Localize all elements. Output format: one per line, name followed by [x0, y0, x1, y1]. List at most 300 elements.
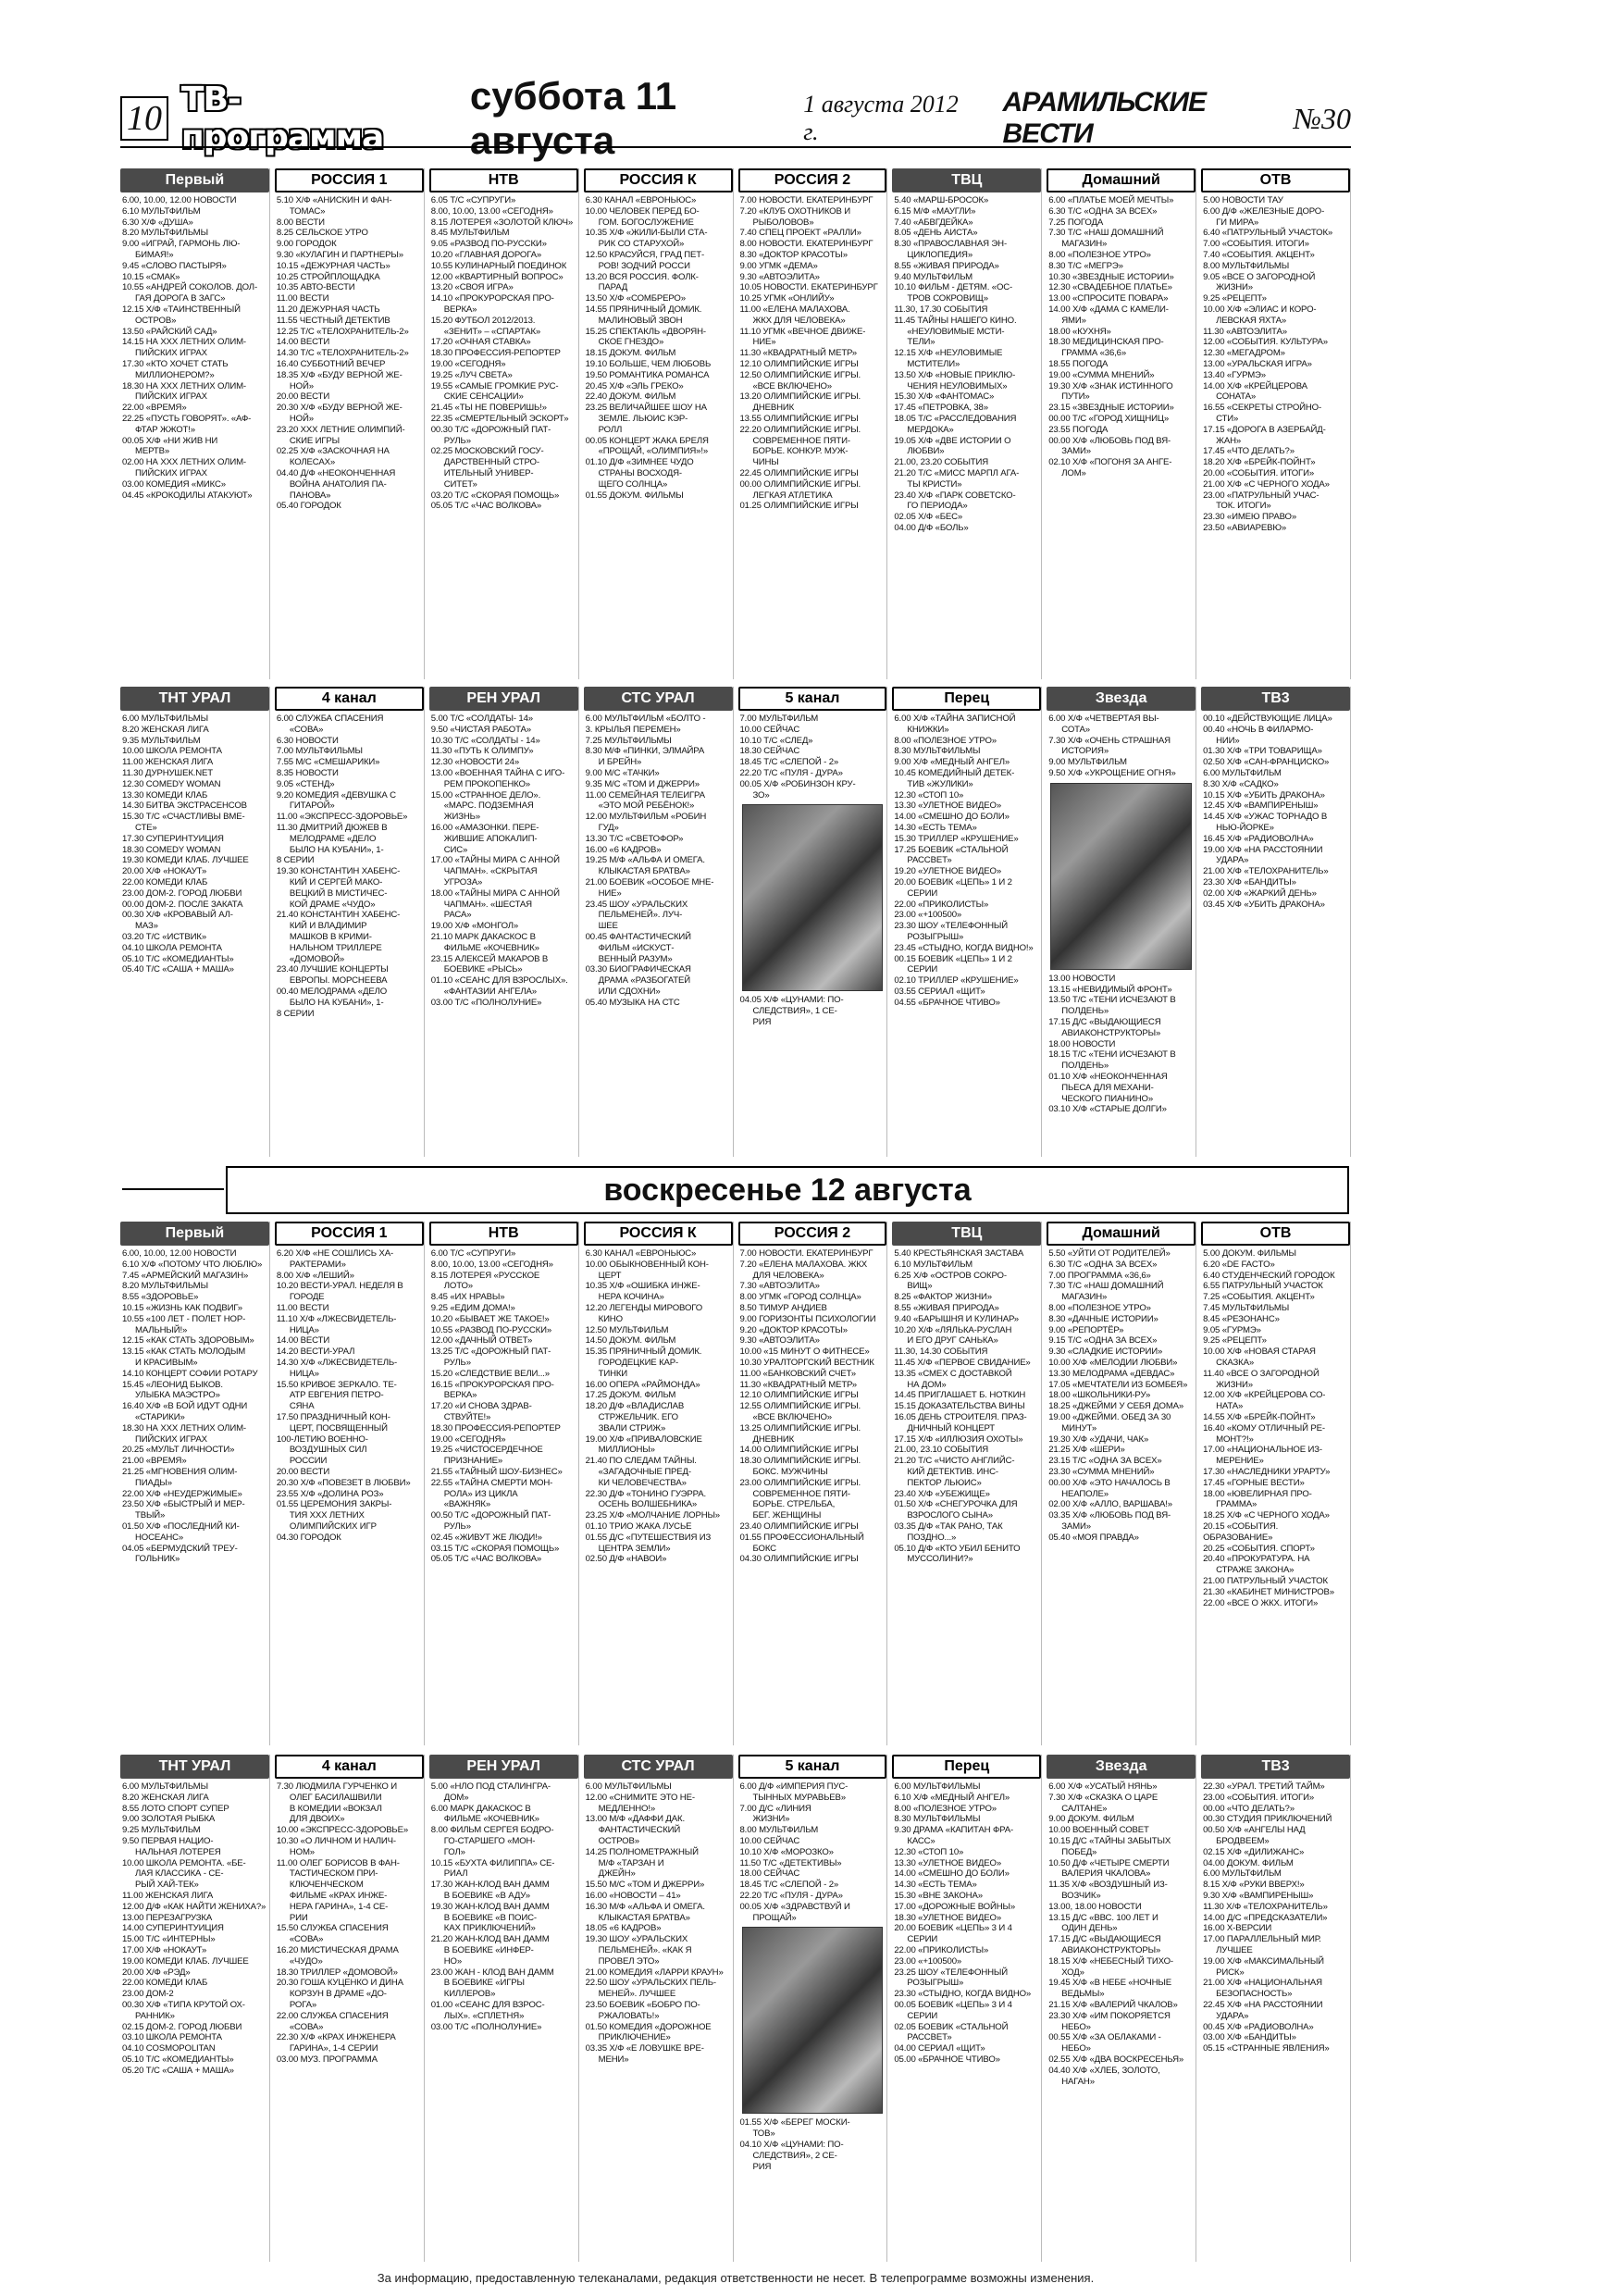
program-line: СТРАНЫ ВОСХОДЯ- — [598, 467, 682, 478]
program-line: 16.55 «СЕКРЕТЫ СТРОЙНО- — [1203, 403, 1322, 414]
program-line: 8.55 «ЖИВАЯ ПРИРОДА» — [894, 1302, 999, 1313]
program-line: 8.45 «ИХ НРАВЫ» — [430, 1292, 505, 1303]
program-line: 8 СЕРИИ — [276, 1008, 315, 1019]
program-line: 7.40 СПЕЦ ПРОЕКТ «РАЛЛИ» — [739, 228, 861, 239]
program-line: РОЗЫГРЫШ» — [907, 1978, 964, 1989]
program-line: 20.30 ГОША КУЦЕНКО И ДИНА — [276, 1978, 403, 1989]
program-line: ОЛИМПИЙСКИХ ИГР — [289, 1520, 377, 1532]
program-line: 8.30 МУЛЬТФИЛЬМЫ — [894, 1814, 981, 1825]
program-list — [738, 1248, 887, 1565]
program-line: 13.15 Д/С «ВВС. 100 ЛЕТ И — [1048, 1912, 1158, 1923]
program-line: 14.10 «ПРОКУРОРСКАЯ ПРО- — [430, 293, 554, 304]
program-line: 21.30 «КАБИНЕТ МИНИСТРОВ» — [1203, 1586, 1334, 1597]
program-line: 22.20 Т/С «ПУЛЯ - ДУРА» — [739, 767, 843, 778]
program-line: ТРОВ СОКРОВИЩ» — [907, 293, 988, 304]
program-list — [1201, 1781, 1350, 2054]
program-line: НОЙ» — [289, 413, 314, 424]
channel-column — [1201, 1222, 1351, 1745]
program-line: 12.00 Х/Ф «КРЕЙЦЕРОВА СО- — [1203, 1390, 1326, 1401]
program-line: РАСА» — [443, 910, 472, 921]
program-line: «СТАРИКИ» — [135, 1411, 185, 1422]
program-line: 9.05 «СТЕНД» — [276, 778, 335, 789]
program-list — [738, 195, 887, 512]
program-line: 23.50 Х/Ф «БЫСТРЫЙ И МЕР- — [122, 1499, 245, 1510]
program-line: 8.00 ФИЛЬМ СЕРГЕЯ БОДРО- — [430, 1825, 554, 1836]
program-line: 10.20 Х/Ф «ЛЯЛЬКА-РУСЛАН — [894, 1324, 1012, 1335]
program-line: 14.10 КОНЦЕРТ СОФИИ РОТАРУ — [122, 1368, 258, 1379]
program-line: 14.20 ВЕСТИ-УРАЛ — [276, 1347, 355, 1358]
program-line: 14.30 Х/Ф «ЛЖЕСВИДЕТЕЛЬ- — [276, 1357, 398, 1368]
program-line: 22.00 «ПРИКОЛИСТЫ» — [894, 1944, 989, 1955]
program-line: НЬЮ-ЙОРКЕ» — [1216, 822, 1274, 833]
program-line: 21.20 Т/С «МИСС МАРПЛ АГА- — [894, 467, 1020, 478]
channel-column — [1201, 687, 1351, 1157]
program-line: РИЯ — [752, 1016, 772, 1027]
program-list — [738, 1781, 887, 2172]
program-line: КОРЗУН В ДРАМЕ «ДО- — [289, 1989, 387, 2000]
program-line: ТОМАС» — [289, 205, 326, 217]
program-line: ВЗРОСЛОГО СЫНА» — [907, 1510, 993, 1521]
program-line: 8.00, 10.00, 13.00 «СЕГОДНЯ» — [430, 205, 553, 217]
program-line: 9.30 ДРАМА «КАПИТАН ФРА- — [894, 1825, 1014, 1836]
program-line: 10.55 «РАЗВОД ПО-РУССКИ» — [430, 1324, 552, 1335]
channel-logo: ОТВ — [1201, 168, 1350, 192]
program-line: 03.45 Х/Ф «УБИТЬ ДРАКОНА» — [1203, 899, 1325, 910]
program-line: 22.30 Д/Ф «ТОНИНО ГУЭРРА. — [585, 1488, 706, 1499]
program-list — [275, 195, 424, 512]
program-line: 10.20 «БЫВАЕТ ЖЕ ТАКОЕ!» — [430, 1313, 550, 1324]
channel-logo: Звезда — [1047, 1755, 1196, 1779]
program-line: ПРИЗНАНИЕ» — [443, 1456, 503, 1467]
program-line: 9.50 ПЕРВАЯ НАЦИО- — [122, 1835, 214, 1846]
program-line: 18.30 НА XXX ЛЕТНИХ ОЛИМ- — [122, 380, 246, 391]
program-line: 23.00 ДОМ-2. ГОРОД ЛЮБВИ — [122, 887, 242, 899]
program-line: 17.00 Х/Ф «НОКАУТ» — [122, 1944, 207, 1955]
program-line: 04.05 «БЕРМУДСКИЙ ТРЕУ- — [122, 1543, 238, 1554]
program-line: НИЦА» — [289, 1324, 319, 1335]
program-line: ЖИЗНИ» — [1216, 282, 1253, 293]
program-line: «ЗАГАДОЧНЫЕ ПРЕД- — [598, 1466, 691, 1477]
program-line: ЖИЗНИ» — [1216, 1379, 1253, 1390]
program-line: МЕНИ» — [598, 2054, 629, 2065]
program-line: НАЛЬНОМ ТРИЛЛЕРЕ — [289, 942, 382, 953]
program-line: МСТИТЕЛИ» — [907, 358, 960, 369]
program-list — [120, 1248, 269, 1565]
program-line: 18.45 Т/С «СЛЕПОЙ - 2» — [739, 1880, 839, 1891]
program-line: 14.30 Т/С «ТЕЛОХРАНИТЕЛЬ-2» — [276, 348, 409, 359]
program-line: ТЕЛИ» — [907, 337, 935, 348]
program-line: ДЛЯ ЧЕЛОВЕКА» — [752, 1270, 824, 1281]
program-line: 10.00 ШКОЛА РЕМОНТА. «БЕ- — [122, 1857, 246, 1868]
program-line: ПОЛДЕНЬ» — [1061, 1061, 1109, 1072]
program-list — [892, 714, 1041, 1009]
program-line: РУЛЬ» — [443, 435, 471, 446]
program-line: 18.35 Х/Ф «БУДУ ВЕРНОЙ ЖЕ- — [276, 369, 403, 380]
channel-logo: 4 канал — [275, 687, 424, 711]
program-line: 17.20 «ОЧНАЯ СТАВКА» — [430, 337, 531, 348]
program-line: 10.30 «О ЛИЧНОМ И НАЛИЧ- — [276, 1835, 396, 1846]
program-line: 20.40 «ПРОКУРАТУРА. НА — [1203, 1554, 1310, 1565]
program-line: 5.50 «УЙТИ ОТ РОДИТЕЛЕЙ» — [1048, 1248, 1171, 1259]
program-line: 9.00 «ИГРАЙ, ГАРМОНЬ ЛЮ- — [122, 239, 241, 250]
program-line: 8.45 МУЛЬТФИЛЬМ — [430, 228, 510, 239]
program-line: 12.00 «СОБЫТИЯ. КУЛЬТУРА» — [1203, 337, 1328, 348]
program-line: КЛЫКАСТАЯ БРАТВА» — [598, 1912, 690, 1923]
program-line: РАССВЕТ» — [907, 855, 952, 866]
program-line: НО» — [443, 1955, 463, 1967]
program-line: 13.20 «СВОЯ ИГРА» — [430, 282, 514, 293]
program-line: 14.30 «ЕСТЬ ТЕМА» — [894, 822, 977, 833]
program-line: 03.00 Х/Ф «БАНДИТЫ» — [1203, 2032, 1296, 2043]
program-line: 02.55 Х/Ф «ДВА ВОСКРЕСЕНЬЯ» — [1048, 2054, 1184, 2065]
program-line: 04.00 ДОКУМ. ФИЛЬМ — [1203, 1857, 1294, 1868]
program-line: 10.00 СЕЙЧАС — [739, 724, 800, 735]
program-line: 02.25 МОСКОВСКИЙ ГОСУ- — [430, 446, 544, 457]
program-line: 18.30 НА XXX ЛЕТНИХ ОЛИМ- — [122, 1422, 246, 1433]
channel-logo: ТВ3 — [1201, 687, 1350, 711]
program-line: НАЛЬНАЯ ЛОТЕРЕЯ — [135, 1846, 221, 1857]
program-line: ПРИКЛЮЧЕНИЕ» — [598, 2032, 671, 2043]
program-line: 13.30 «УЛЕТНОЕ ВИДЕО» — [894, 1857, 1002, 1868]
program-line: 17.15 Д/С «ВЫДАЮЩИЕСЯ — [1048, 1934, 1161, 1945]
program-line: ПАНОВА» — [289, 490, 331, 501]
program-line: 5.40 КРЕСТЬЯНСКАЯ ЗАСТАВА — [894, 1248, 1024, 1259]
program-line: 8.30 «ДОКТОР КРАСОТЫ» — [739, 249, 848, 260]
program-line: 9.00 УГМК «ДЕМА» — [739, 260, 818, 271]
program-line: ЧИНЫ — [752, 457, 779, 468]
program-line: КЛЮЧЕНЧЕСКОМ — [289, 1880, 364, 1891]
program-line: 17.30 «НАСЛЕДНИКИ УРАРТУ» — [1203, 1466, 1331, 1477]
program-line: СОНАТА» — [1216, 391, 1257, 403]
program-line: 02.50 Х/Ф «САН-ФРАНЦИСКО» — [1203, 757, 1330, 768]
program-line: РЖАЛОВАТЬ!» — [598, 2010, 660, 2021]
program-line: 8.00 Х/Ф «ЛЕШИЙ» — [276, 1270, 354, 1281]
program-line: 00.10 «ДЕЙСТВУЮЩИЕ ЛИЦА» — [1203, 714, 1332, 724]
program-line: 16.45 Х/Ф «РАДИОВОЛНА» — [1203, 833, 1314, 844]
program-line: 21.20 Т/С «ЧИСТО АНГЛИЙС- — [894, 1456, 1015, 1467]
program-line: 19.00 Х/Ф «НА РАССТОЯНИИ — [1203, 844, 1323, 855]
program-line: 6.00 МАРК ДАКАСКОС В — [430, 1803, 531, 1814]
program-line: 9.25 «РЕЦЕПТ» — [1203, 1335, 1267, 1347]
program-line: ПИЙСКИХ ИГРАХ — [135, 467, 207, 478]
program-line: РАННИК» — [135, 2010, 175, 2021]
program-line: НАТА» — [1216, 1401, 1244, 1412]
program-line: ПИЙСКИХ ИГРАХ — [135, 391, 207, 403]
program-line: 15.15 ДОКАЗАТЕЛЬСТВА ВИНЫ — [894, 1401, 1025, 1412]
program-line: 03.00 КОМЕДИЯ «МИКС» — [122, 478, 226, 490]
program-line: 9.20 КОМЕДИЯ «ДЕВУШКА С — [276, 789, 396, 800]
program-list — [275, 1248, 424, 1544]
program-line: ЩЕГО СОЛНЦА» — [598, 478, 668, 490]
channel-column — [429, 1222, 579, 1745]
program-line: 8.20 ЖЕНСКАЯ ЛИГА — [122, 724, 209, 735]
program-line: СОТА» — [1061, 724, 1090, 735]
program-line: 12.30 «НОВОСТИ 24» — [430, 757, 520, 768]
program-line: 12.15 Х/Ф «ТАИНСТВЕННЫЙ — [122, 304, 241, 315]
program-line: 23.20 XXX ЛЕТНИЕ ОЛИМПИЙ- — [276, 424, 405, 435]
footer-disclaimer: За информацию, предоставленную телеканалами, редакция ответственности не несет. В телепрограмме возможны изменения. — [377, 2271, 1095, 2285]
program-line: 05.05 Т/С «ЧАС ВОЛКОВА» — [430, 501, 542, 512]
program-line: 05.40 «МОЯ ПРАВДА» — [1048, 1532, 1139, 1543]
program-line: 00.05 КОНЦЕРТ ЖАКА БРЕЛЯ — [585, 435, 709, 446]
program-line: В БОЕВИКЕ «В ПОИС- — [443, 1912, 537, 1923]
program-line: 8.55 «ЖИВАЯ ПРИРОДА» — [894, 260, 999, 271]
channel-column — [120, 687, 270, 1157]
program-line: РЫБОЛОВОВ» — [752, 217, 814, 228]
program-line: 10.20 ВЕСТИ-УРАЛ. НЕДЕЛЯ В — [276, 1281, 403, 1292]
program-line: 11.00 «ЭКСПРЕСС-ЗДОРОВЬЕ» — [276, 812, 408, 823]
program-line: 23.25 Х/Ф «МОЛЧАНИЕ ЛОРНЫ» — [585, 1510, 720, 1521]
sunday-banner: воскресенье 12 августа — [226, 1166, 1349, 1214]
program-line: 13.15 «КАК СТАТЬ МОЛОДЫМ — [122, 1347, 246, 1358]
channel-column — [1047, 168, 1196, 679]
program-line: ДОМ» — [443, 1792, 469, 1803]
program-line: 22.25 «ПУСТЬ ГОВОРЯТ». «АФ- — [122, 413, 252, 424]
program-line: 8.05 «ДЕНЬ АИСТА» — [894, 228, 978, 239]
program-line: 01.55 ЦЕРЕМОНИЯ ЗАКРЫ- — [276, 1499, 392, 1510]
program-line: 19.00 «ДЖЕЙМИ. ОБЕД ЗА 30 — [1048, 1411, 1171, 1422]
program-line: 11.00 ВЕСТИ — [276, 1302, 329, 1313]
channel-logo: 5 канал — [738, 687, 887, 711]
program-line: 19.00 «СУММА МНЕНИЙ» — [1048, 369, 1155, 380]
program-line: 13.00, 18.00 НОВОСТИ — [1048, 1901, 1142, 1912]
program-line: 8.20 МУЛЬТФИЛЬМЫ — [122, 1281, 208, 1292]
program-line: 02.15 ДОМ-2. ГОРОД ЛЮБВИ — [122, 2021, 242, 2032]
program-line: 20.15 «СОБЫТИЯ. ОБРАЗОВАНИЕ» — [1203, 1520, 1279, 1543]
program-line: 15.30 Х/Ф «ФАНТОМАС» — [894, 391, 995, 403]
program-line: 00.00 Х/Ф «ЛЮБОВЬ ПОД ВЯ- — [1048, 435, 1171, 446]
program-line: 13.55 ОЛИМПИЙСКИЕ ИГРЫ — [739, 413, 859, 424]
program-line: 11.45 Х/Ф «ПЕРВОЕ СВИДАНИЕ» — [894, 1357, 1031, 1368]
program-line: БОРЬЕ. КОНКУР. МУЖ- — [752, 446, 849, 457]
program-line: ВИЩ» — [907, 1281, 933, 1292]
program-line: 8.30 МУЛЬТФИЛЬМЫ — [894, 746, 981, 757]
program-line: ЧЕСКОГО ПИАНИНО» — [1061, 1093, 1154, 1104]
program-line: ЖКХ ДЛЯ ЧЕЛОВЕКА» — [752, 315, 846, 326]
program-line: 01.25 ОЛИМПИЙСКИЕ ИГРЫ — [739, 501, 859, 512]
channel-column — [429, 168, 579, 679]
program-line: 11.30 «КВАДРАТНЫЙ МЕТР» — [739, 348, 857, 359]
program-line: РУЛЬ» — [443, 1357, 471, 1368]
program-line: 23.00 «+100500» — [894, 1955, 962, 1967]
program-line: 23.15 Т/С «ОДНА ЗА ВСЕХ» — [1048, 1456, 1162, 1467]
channel-logo: НТВ — [429, 1222, 578, 1246]
program-line: 6.00 МУЛЬТФИЛЬМЫ — [894, 1781, 981, 1792]
program-line: 18.30 ПРОФЕССИЯ-РЕПОРТЕР — [430, 348, 561, 359]
program-line: ГИТАРОЙ» — [289, 800, 335, 812]
program-line: ЖАН» — [1216, 435, 1242, 446]
program-line: 8.35 НОВОСТИ — [276, 767, 339, 778]
program-line: «ПРОЩАЙ, «ОЛИМПИЯ»!» — [598, 446, 709, 457]
program-list — [738, 714, 887, 1028]
program-line: 21.45 «ТЫ НЕ ПОВЕРИШЬ!» — [430, 403, 547, 414]
program-line: 9.25 МУЛЬТФИЛЬМ — [122, 1825, 201, 1836]
program-line: СЕРИИ — [907, 2010, 938, 2021]
program-line: МУССОЛИНИ?» — [907, 1554, 973, 1565]
program-line: ЦЕРТ, ПОСВЯЩЕННЫЙ — [289, 1422, 388, 1433]
program-line: 15.00 «СТРАННОЕ ДЕЛО». — [430, 789, 541, 800]
program-line: 11.40 «ВСЕ О ЗАГОРОДНОЙ — [1203, 1368, 1319, 1379]
program-line: ПРОВЕЛ ЭТО» — [598, 1955, 660, 1967]
program-line: 01.50 КОМЕДИЯ «ДОРОЖНОЕ — [585, 2021, 712, 2032]
program-line: 16.00 Х-ВЕРСИИ — [1203, 1923, 1272, 1934]
program-line: РИСК» — [1216, 1967, 1245, 1978]
program-line: 7.20 «ЕЛЕНА МАЛАХОВА. ЖКХ — [739, 1259, 868, 1270]
program-line: 8.50 ТИМУР АНДИЕВ — [739, 1302, 827, 1313]
program-line: 14.00 СУПЕРИНТУИЦИЯ — [122, 1923, 224, 1934]
program-line: 9.30 «СЛАДКИЕ ИСТОРИИ» — [1048, 1347, 1163, 1358]
channel-logo: РОССИЯ 1 — [275, 168, 424, 192]
program-line: 18.30 МЕДИЦИНСКАЯ ПРО- — [1048, 337, 1164, 348]
program-line: 9.25 «ЕДИМ ДОМА!» — [430, 1302, 515, 1313]
program-line: 15.30 ТРИЛЛЕР «КРУШЕНИЕ» — [894, 833, 1019, 844]
program-line: 9.00 «РЕПОРТЁР» — [1048, 1324, 1124, 1335]
program-line: 17.30 ЖАН-КЛОД ВАН ДАММ — [430, 1880, 550, 1891]
program-line: 7.30 Х/Ф «ОЧЕНЬ СТРАШНАЯ — [1048, 735, 1171, 746]
program-line: 23.30 ШОУ «ТЕЛЕФОННЫЙ — [894, 921, 1008, 932]
program-list — [429, 714, 578, 1009]
program-line: 22.00 «ПРИКОЛИСТЫ» — [894, 899, 989, 910]
program-line: МЕРДОКА» — [907, 424, 954, 435]
program-line: ТАСТИЧЕСКОМ ПРИ- — [289, 1868, 378, 1880]
program-line: 16.20 МИСТИЧЕСКАЯ ДРАМА — [276, 1944, 399, 1955]
program-line: 8.20 ЖЕНСКАЯ ЛИГА — [122, 1792, 209, 1803]
program-line: ВЕЦКИЙ В МИСТИЧЕС- — [289, 887, 388, 899]
program-line: 19.50 РОМАНТИКА РОМАНСА — [585, 369, 710, 380]
program-line: 05.15 «СТРАННЫЕ ЯВЛЕНИЯ» — [1203, 2043, 1330, 2054]
program-line: 23.15 АЛЕКСЕЙ МАКАРОВ В — [430, 953, 549, 964]
program-line: 23.00 ЖАН - КЛОД ВАН ДАММ — [430, 1967, 554, 1978]
program-line: 14.55 Х/Ф «БРЕЙК-ПОЙНТ» — [1203, 1411, 1316, 1422]
channel-column — [120, 1222, 270, 1745]
program-line: 19.05 Х/Ф «ДВЕ ИСТОРИИ О — [894, 435, 1011, 446]
program-line: ПОЛДЕНЬ» — [1061, 1006, 1109, 1017]
program-line: 15.50 КРИВОЕ ЗЕРКАЛО. ТЕ- — [276, 1379, 397, 1390]
program-line: 19.30 Х/Ф «УДАЧИ, ЧАК» — [1048, 1433, 1149, 1445]
program-line: 11.50 Т/С «ДЕТЕКТИВЫ» — [739, 1857, 842, 1868]
channel-column — [892, 687, 1042, 1157]
channel-column — [892, 1755, 1042, 2262]
program-line: 9.00 Х/Ф «МЕДНЫЙ АНГЕЛ» — [894, 757, 1010, 768]
program-line: ДНИЧНЫЙ КОНЦЕРТ — [907, 1422, 996, 1433]
program-line: 10.15 «ЖИЗНЬ КАК ПОДВИГ» — [122, 1302, 242, 1313]
program-line: 04.40 Х/Ф «ХЛЕБ, ЗОЛОТО, — [1048, 2065, 1160, 2076]
program-line: 9.30 Х/Ф «ВАМПИРЕНЫШ» — [1203, 1890, 1314, 1901]
program-line: ЕВРОПЫ. МОРСНЕЕВА — [289, 975, 388, 987]
program-line: «ВСЕ ВКЛЮЧЕНО» — [752, 1411, 832, 1422]
program-line: 02.15 Х/Ф «ДИЛИЖАНС» — [1203, 1846, 1305, 1857]
program-line: 22.00 СЛУЖБА СПАСЕНИЯ — [276, 2010, 389, 2021]
program-line: 8.15 ЛОТЕРЕЯ «ЗОЛОТОЙ КЛЮЧ» — [430, 217, 574, 228]
program-line: 6.30 Х/Ф «ДУША» — [122, 217, 193, 228]
program-line: 23.55 ПОГОДА — [1048, 424, 1109, 435]
program-line: 19.25 «ЧИСТОСЕРДЕЧНОЕ — [430, 1445, 543, 1456]
program-line: 20.25 «СОБЫТИЯ. СПОРТ» — [1203, 1543, 1315, 1554]
program-line: ТЫ КРИСТИ» — [907, 478, 962, 490]
program-line: В БОЕВИКЕ «ИНФЕР- — [443, 1944, 534, 1955]
program-line: 20.00 БОЕВИК «ЦЕПЬ» 1 И 2 — [894, 876, 1012, 887]
program-line: 12.55 ОЛИМПИЙСКИЕ ИГРЫ. — [739, 1401, 861, 1412]
program-line: 18.00 «КУХНЯ» — [1048, 326, 1111, 337]
program-line: 04.00 Д/Ф «БОЛЬ» — [894, 522, 969, 533]
program-line: 18.05 Т/С «РАССЛЕДОВАНИЯ — [894, 413, 1017, 424]
program-line: ГО ПЕРИОДА» — [907, 501, 968, 512]
program-line: МИНУТ» — [1061, 1422, 1097, 1433]
program-line: 6.10 МУЛЬТФИЛЬМ — [894, 1259, 973, 1270]
program-line: 13.30 «УЛЕТНОЕ ВИДЕО» — [894, 800, 1002, 812]
program-line: ГОЛ» — [443, 1846, 465, 1857]
program-line: ЧАПМАН». «СКРЫТАЯ — [443, 866, 538, 877]
program-line: 19.45 Х/Ф «В НЕБЕ «НОЧНЫЕ — [1048, 1978, 1172, 1989]
program-line: 9.35 М/С «ТОМ И ДЖЕРРИ» — [585, 778, 700, 789]
program-line: 21.00, 23.10 СОБЫТИЯ — [894, 1445, 989, 1456]
program-line: 13.20 ОЛИМПИЙСКИЕ ИГРЫ. — [739, 391, 861, 403]
newspaper-name: АРАМИЛЬСКИЕ ВЕСТИ — [1002, 87, 1206, 149]
program-line: 9.40 «БАРЫШНЯ И КУЛИНАР» — [894, 1313, 1019, 1324]
program-line: 04.10 COSMOPOLITAN — [122, 2043, 216, 2054]
program-line: 21.40 КОНСТАНТИН ХАБЕНС- — [276, 910, 401, 921]
program-line: 8.00 МУЛЬТФИЛЬМ — [739, 1825, 819, 1836]
program-line: 13.00 М/Ф «ДАФФИ ДАК. — [585, 1814, 685, 1825]
program-line: 17.45 «ЧТО ДЕЛАТЬ?» — [1203, 446, 1295, 457]
channel-logo: СТС УРАЛ — [584, 687, 733, 711]
program-line: НЕБО» — [1061, 2043, 1091, 2054]
program-line: БОКС — [752, 1543, 776, 1554]
program-line: 18.30 СЕЙЧАС — [739, 746, 800, 757]
program-line: 03.15 Т/С «СКОРАЯ ПОМОЩЬ» — [430, 1543, 560, 1554]
program-line: 21.20 ЖАН-КЛОД ВАН ДАММ — [430, 1934, 550, 1945]
program-line: 6.10 Х/Ф «МЕДНЫЙ АНГЕЛ» — [894, 1792, 1010, 1803]
program-line: 12.50 МУЛЬТФИЛЬМ — [585, 1324, 669, 1335]
program-line: 16.40 Х/Ф «В БОЙ ИДУТ ОДНИ — [122, 1401, 248, 1412]
program-line: ПРОЩАЙ» — [752, 1912, 797, 1923]
program-line: 13.30 Т/С «СВЕТОФОР» — [585, 833, 684, 844]
program-line: НОЙ» — [289, 380, 314, 391]
program-line: 12.30 «МЕГАДРОМ» — [1203, 348, 1285, 359]
program-line: 10.15 «СМАК» — [122, 271, 180, 282]
program-line: ПОБЕД» — [1061, 1846, 1097, 1857]
program-line: 15.50 М/С «ТОМ И ДЖЕРРИ» — [585, 1880, 705, 1891]
program-line: 00.30 СТУДИЯ ПРИКЛЮЧЕНИЙ — [1203, 1814, 1332, 1825]
program-photo — [742, 1927, 884, 2114]
program-line: ГОРОДЕЦКИЕ КАР- — [598, 1357, 679, 1368]
program-line: 6.00 МУЛЬТФИЛЬМ «БОЛТО - — [585, 714, 706, 724]
program-line: 13.20 ВСЯ РОССИЯ. ФОЛК- — [585, 271, 699, 282]
program-line: ПИАДЫ» — [135, 1477, 172, 1488]
program-line: МЕДЛЕННО!» — [598, 1803, 656, 1814]
program-line: ИСТОРИЯ» — [1061, 746, 1109, 757]
program-line: 11.45 ТАЙНЫ НАШЕГО КИНО. — [894, 315, 1017, 326]
program-line: ТЫННЫХ МУРАВЬЕВ» — [752, 1792, 846, 1803]
program-line: РОССИИ — [289, 1456, 328, 1467]
channel-column — [275, 168, 425, 679]
program-line: 18.00 «ЮВЕЛИРНАЯ ПРО- — [1203, 1488, 1312, 1499]
program-line: 8.20 МУЛЬТФИЛЬМЫ — [122, 228, 208, 239]
program-line: 02.50 Д/Ф «НАВОИ» — [585, 1554, 667, 1565]
program-line: ИЛИ СДОХНИ» — [598, 986, 661, 997]
program-line: «НЕУЛОВИМЫЕ МСТИ- — [907, 326, 1005, 337]
program-line: 8.30 «ДАЧНЫЕ ИСТОРИИ» — [1048, 1313, 1158, 1324]
program-line: 00.40 «НОЧЬ В ФИЛАРМО- — [1203, 724, 1314, 735]
channel-logo: ОТВ — [1201, 1222, 1350, 1246]
program-line: РЕМ ПРОКОПЕНКО» — [443, 778, 530, 789]
program-line: СЕРИИ — [907, 1934, 938, 1945]
program-line: 15.50 СЛУЖБА СПАСЕНИЯ — [276, 1923, 389, 1934]
program-line: 00.00 Х/Ф «ЭТО НАЧАЛОСЬ В — [1048, 1477, 1171, 1488]
program-line: НИЕ» — [598, 887, 622, 899]
program-line: 12.00 Д/Ф «КАК НАЙТИ ЖЕНИХА?» — [122, 1901, 266, 1912]
program-line: 17.00 ПАРАЛЛЕЛЬНЫЙ МИР. — [1203, 1934, 1321, 1945]
